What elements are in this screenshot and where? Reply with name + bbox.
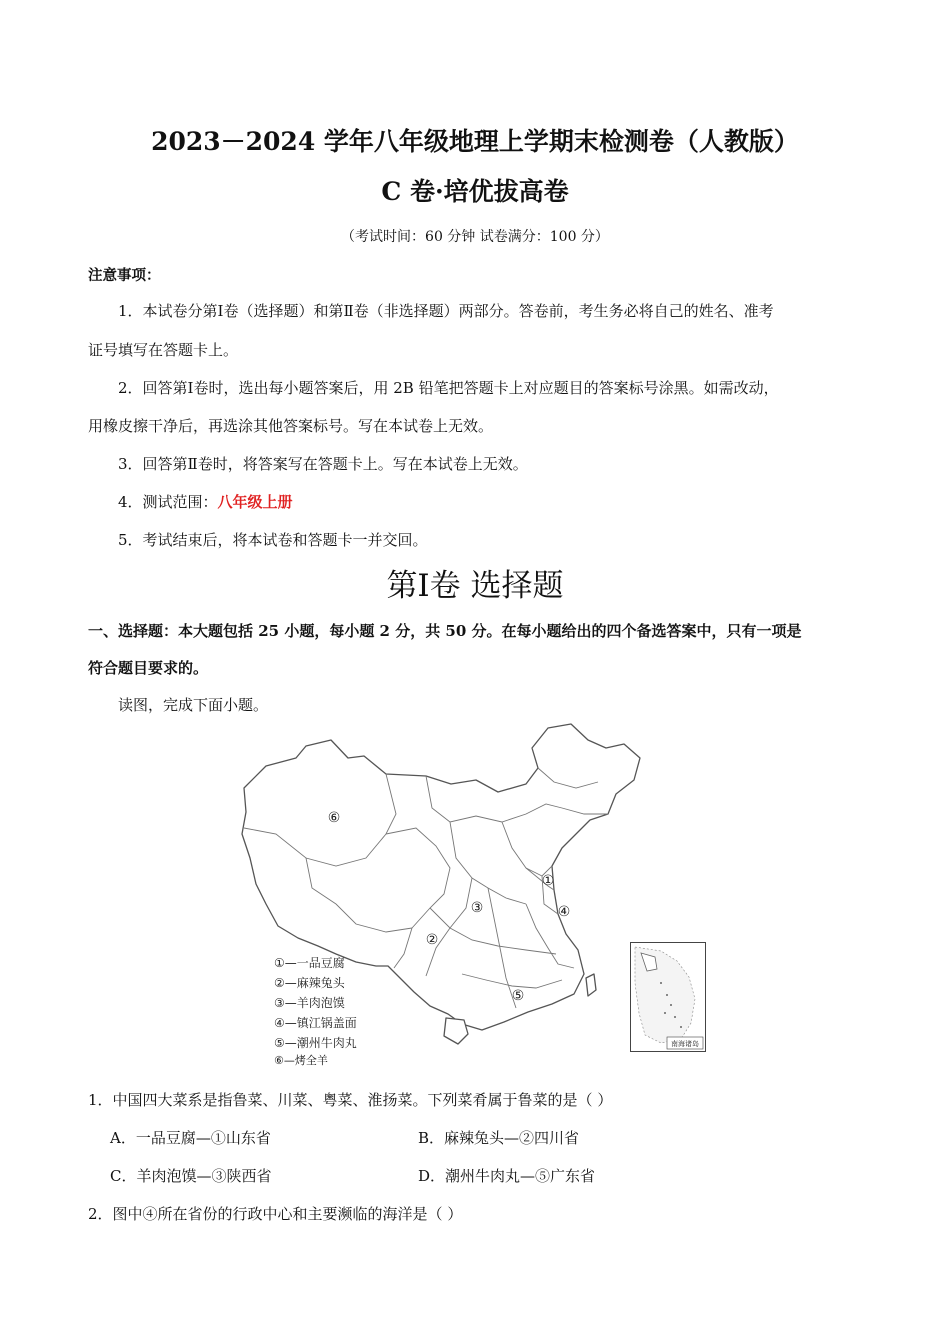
map-marker-3: ③: [470, 900, 484, 916]
question-2-stem: 2．图中④所在省份的行政中心和主要濒临的海洋是（ ）: [88, 1205, 463, 1223]
map-marker-4: ④: [557, 904, 571, 920]
south-china-sea-inset: [630, 942, 706, 1052]
section-title: 第Ⅰ卷 选择题: [386, 568, 564, 604]
test-scope: 八年级上册: [217, 493, 293, 511]
notice-item-1-line-2: 证号填写在答题卡上。: [88, 341, 239, 359]
legend-item-4: ④—镇江锅盖面: [274, 1016, 357, 1030]
exam-info: （考试时间：60 分钟 试卷满分：100 分）: [341, 229, 609, 245]
inset-map: [631, 943, 705, 1051]
page-subtitle: C 卷·培优拔高卷: [381, 177, 569, 206]
question-1-option-d: D．潮州牛肉丸—⑤广东省: [418, 1167, 596, 1185]
china-map: [236, 718, 656, 1058]
question-1-stem: 1．中国四大菜系是指鲁菜、川菜、粤菜、淮扬菜。下列菜肴属于鲁菜的是（ ）: [88, 1091, 613, 1109]
question-1-option-c: C．羊肉泡馍—③陕西省: [110, 1167, 272, 1185]
legend-item-5: ⑤—潮州牛肉丸: [274, 1036, 357, 1050]
question-1-option-a: A．一品豆腐—①山东省: [110, 1129, 271, 1147]
notice-item-4: [118, 491, 293, 512]
page-title: 2023－2024 学年八年级地理上学期末检测卷（人教版）: [151, 127, 799, 156]
notice-item-4-prefix: 4．测试范围：: [118, 493, 218, 511]
legend-item-2: ②—麻辣兔头: [274, 976, 345, 990]
map-marker-1: ①: [541, 873, 555, 889]
reading-prompt: 读图，完成下面小题。: [118, 696, 269, 714]
notice-heading: 注意事项：: [88, 267, 161, 284]
section-instruction-line-1: 一、选择题：本大题包括 25 小题，每小题 2 分，共 50 分。在每小题给出的四个备选答案中，只有一项是: [88, 622, 802, 640]
map-legend: [274, 956, 357, 1050]
notice-item-2-line-2: 用橡皮擦干净后，再选涂其他答案标号。写在本试卷上无效。: [88, 417, 494, 435]
map-marker-2: ②: [425, 932, 439, 948]
notice-item-5: 5．考试结束后，将本试卷和答题卡一并交回。: [118, 531, 428, 549]
legend-item-1: ①—一品豆腐: [274, 956, 345, 970]
section-instruction-line-2: 符合题目要求的。: [88, 659, 209, 677]
legend-item-3: ③—羊肉泡馍: [274, 996, 345, 1010]
inset-label: 南海诸岛: [671, 1040, 699, 1048]
map-marker-6: ⑥: [327, 810, 341, 826]
question-1-option-b: B．麻辣兔头—②四川省: [418, 1129, 580, 1147]
notice-item-2-line-1: 2．回答第Ⅰ卷时，选出每小题答案后，用 2B 铅笔把答题卡上对应题目的答案标号涂黑。如需改动，: [118, 379, 779, 397]
notice-item-1-line-1: 1．本试卷分第Ⅰ卷（选择题）和第Ⅱ卷（非选择题）两部分。答卷前，考生务必将自己的姓名、准考: [118, 302, 774, 320]
map-marker-5: ⑤: [511, 988, 525, 1004]
legend-item-6: ⑥—烤全羊: [274, 1054, 328, 1067]
notice-item-3: 3．回答第Ⅱ卷时，将答案写在答题卡上。写在本试卷上无效。: [118, 455, 528, 473]
